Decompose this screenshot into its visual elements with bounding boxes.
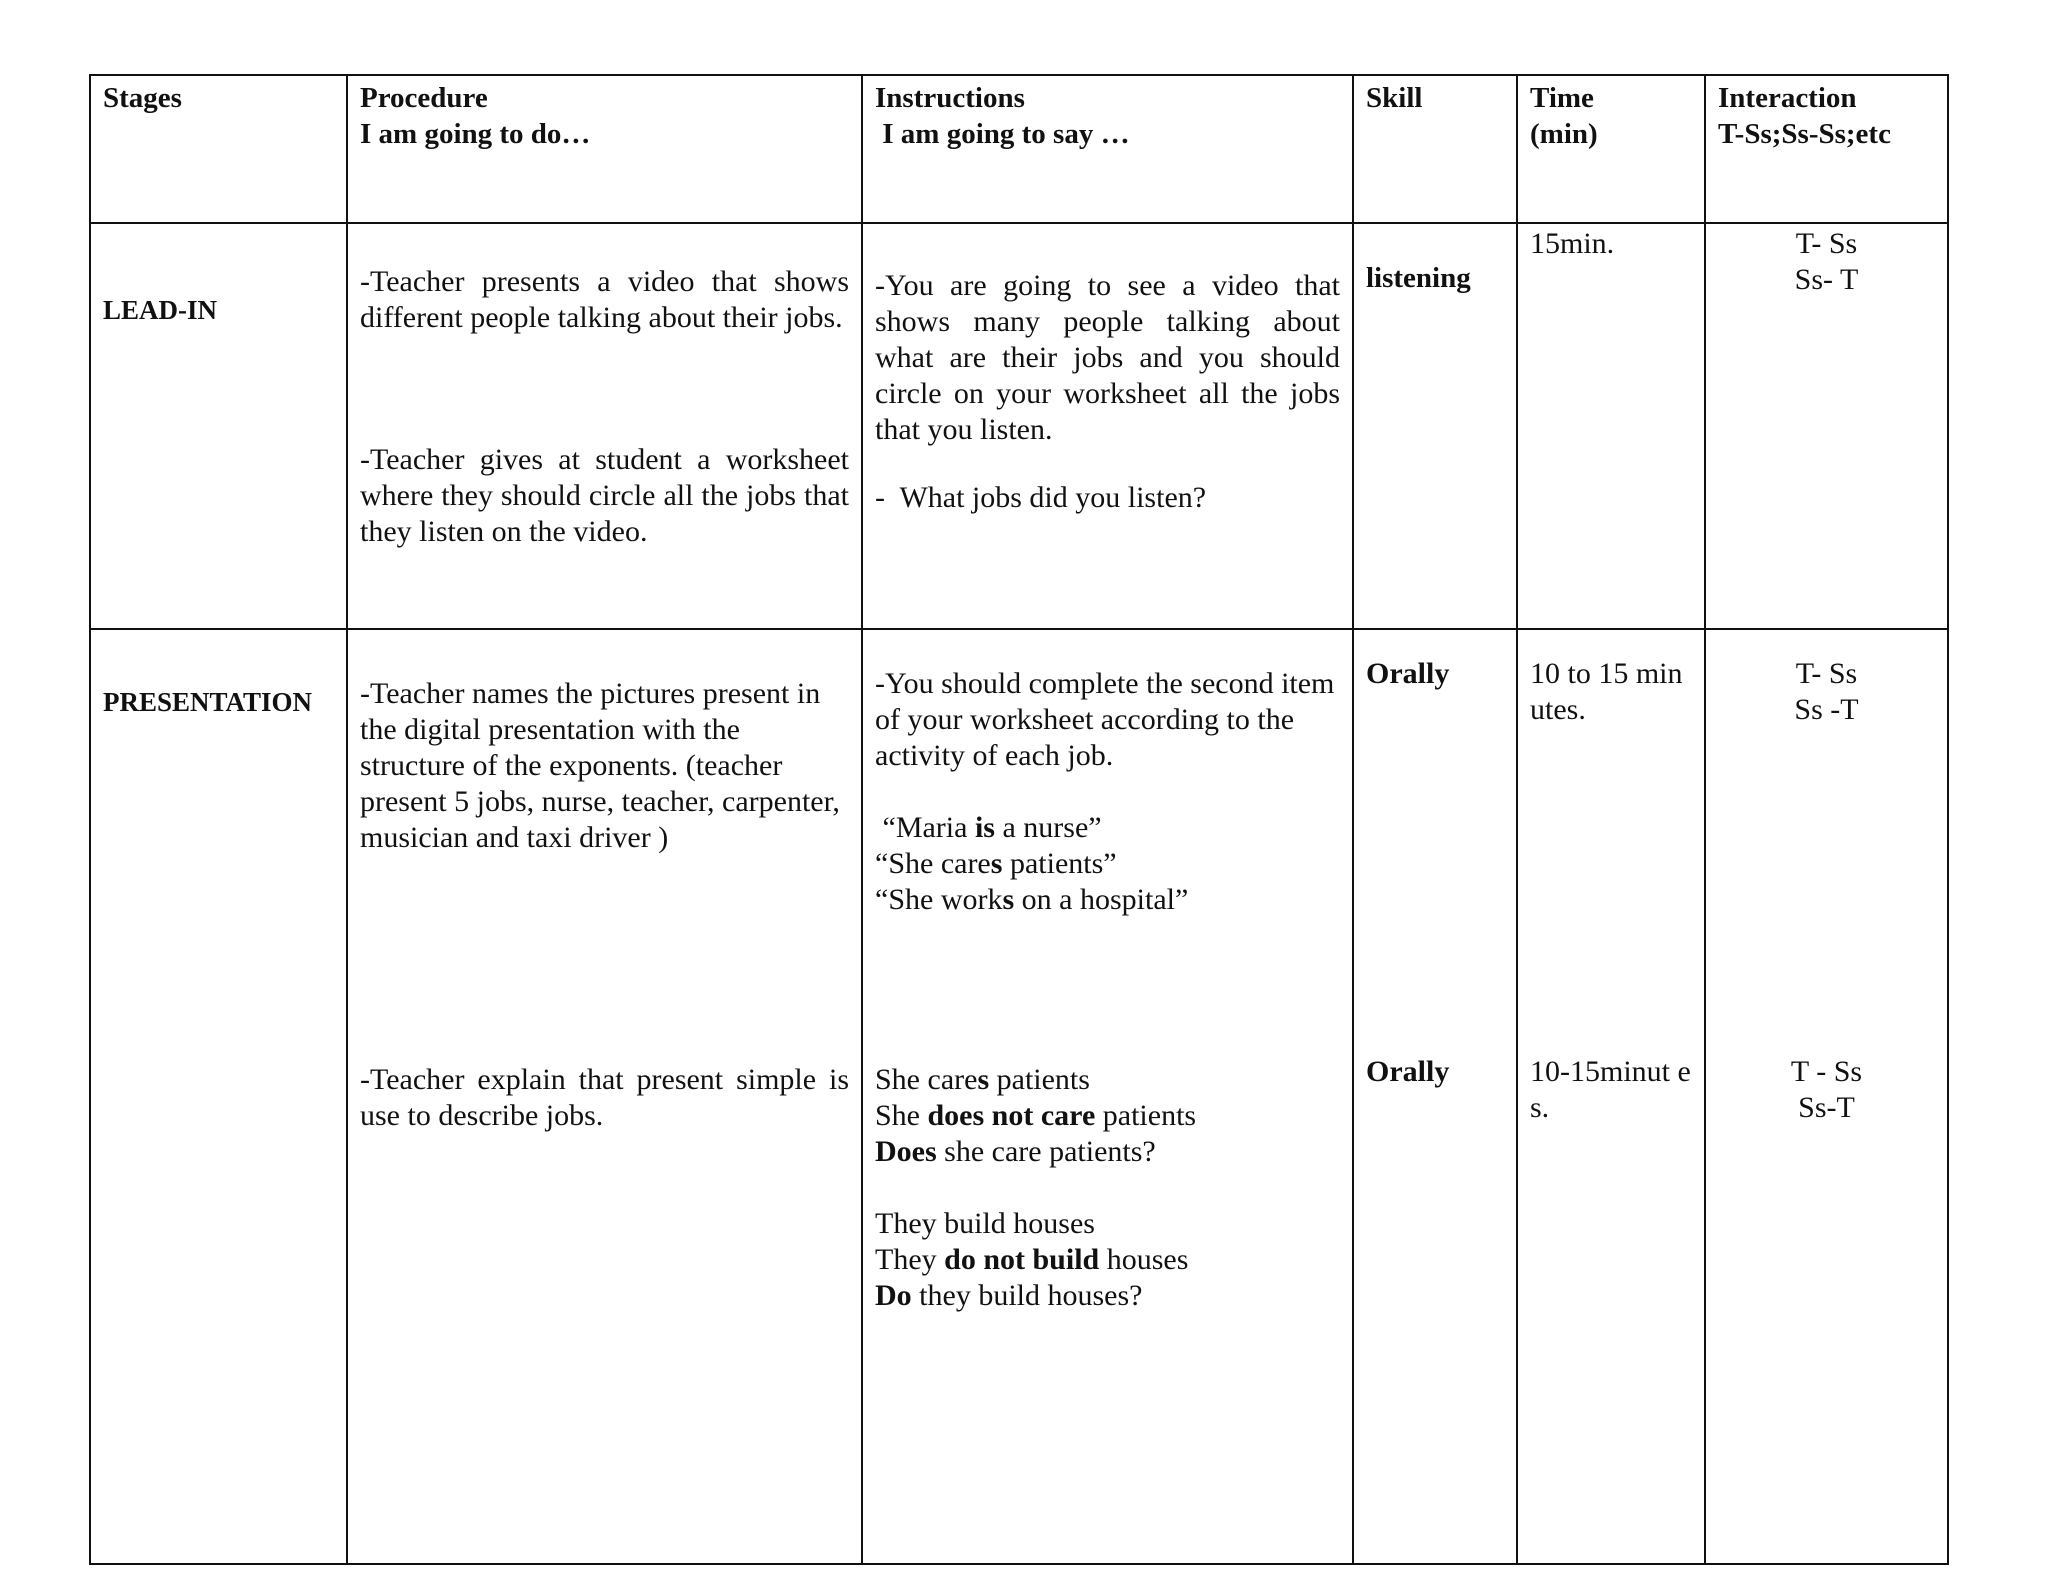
example-she-cares-patients: She cares patients (875, 1063, 1090, 1096)
lead-in-procedure-cell (347, 223, 862, 629)
lead-in-skill-cell (1353, 223, 1517, 629)
presentation-time-2: 10-15minut es. (1530, 1055, 1691, 1124)
presentation-procedure-1: -Teacher names the pictures present in the digital presentation with the structure of the exponents. (teacher present 5 jobs, nurse, teacher, carpenter, musician and taxi driver ) (360, 677, 840, 854)
example-she-does-not-care: She does not care patients (875, 1099, 1197, 1132)
lead-in-interaction-1: T- Ss (1795, 227, 1858, 260)
lead-in-time-cell (1517, 223, 1705, 629)
presentation-time-1: 10 to 15 minutes. (1530, 657, 1683, 726)
interaction-header: Interaction T-Ss;Ss-Ss;etc (1705, 75, 1948, 223)
lead-in-skill: listening (1366, 262, 1471, 294)
presentation-skill-cell (1353, 629, 1517, 1564)
example-she-cares-patients-quoted: “She cares patients” (875, 847, 1117, 880)
lead-in-interaction-2: Ss- T (1794, 263, 1859, 296)
example-maria-is-a-nurse: “Maria is a nurse” (875, 811, 1102, 844)
presentation-stage-cell (90, 629, 347, 1564)
presentation-row (90, 629, 1948, 1564)
stages-header: Stages (90, 75, 347, 223)
presentation-interaction-cell (1705, 629, 1948, 1564)
presentation-interaction-2b: Ss-T (1798, 1091, 1855, 1124)
procedure-header: Procedure I am going to do… (347, 75, 862, 223)
example-they-do-not-build: They do not build houses (875, 1243, 1189, 1276)
presentation-skill-2: Orally (1366, 1055, 1450, 1088)
lead-in-row (90, 223, 1948, 629)
example-she-works-hospital: “She works on a hospital” (875, 883, 1189, 916)
presentation-interaction-1b: Ss -T (1794, 693, 1859, 726)
instructions-header: Instructions I am going to say … (862, 75, 1353, 223)
presentation-skill-1: Orally (1366, 657, 1450, 690)
lead-in-procedure-1: -Teacher presents a video that shows different people talking about their jobs. (360, 265, 849, 334)
presentation-procedure-cell (347, 629, 862, 1564)
lead-in-interaction-cell (1705, 223, 1948, 629)
lead-in-instructions-cell (862, 223, 1353, 629)
presentation-stage-label: PRESENTATION (103, 687, 313, 717)
example-do-they-build: Do they build houses? (875, 1279, 1143, 1312)
presentation-instruction-1: -You should complete the second item of your worksheet according to the activity of each job. (875, 667, 1335, 772)
lead-in-time: 15min. (1530, 227, 1615, 260)
lesson-plan-table (89, 74, 1949, 1565)
lead-in-procedure-2: -Teacher gives at student a worksheet where they should circle all the jobs that they listen on the video. (360, 443, 849, 548)
example-they-build-houses: They build houses (875, 1207, 1095, 1240)
skill-header: Skill (1353, 75, 1517, 223)
presentation-time-cell (1517, 629, 1705, 1564)
lead-in-instruction-1: -You are going to see a video that shows many people talking about what are their jobs and you should circle on your worksheet all the jobs that you listen. (875, 269, 1340, 446)
lesson-plan-sheet (89, 74, 1947, 1561)
presentation-procedure-2: -Teacher explain that present simple is use to describe jobs. (360, 1063, 849, 1132)
lead-in-stage-label: LEAD-IN (103, 295, 218, 325)
example-does-she-care: Does she care patients? (875, 1135, 1156, 1168)
header-row (90, 75, 1948, 223)
lead-in-instruction-2: - What jobs did you listen? (875, 481, 1207, 514)
presentation-interaction-2a: T - Ss (1790, 1055, 1863, 1088)
presentation-interaction-1a: T- Ss (1795, 657, 1858, 690)
lead-in-stage-cell (90, 223, 347, 629)
presentation-instructions-cell (862, 629, 1353, 1564)
time-header: Time (min) (1517, 75, 1705, 223)
